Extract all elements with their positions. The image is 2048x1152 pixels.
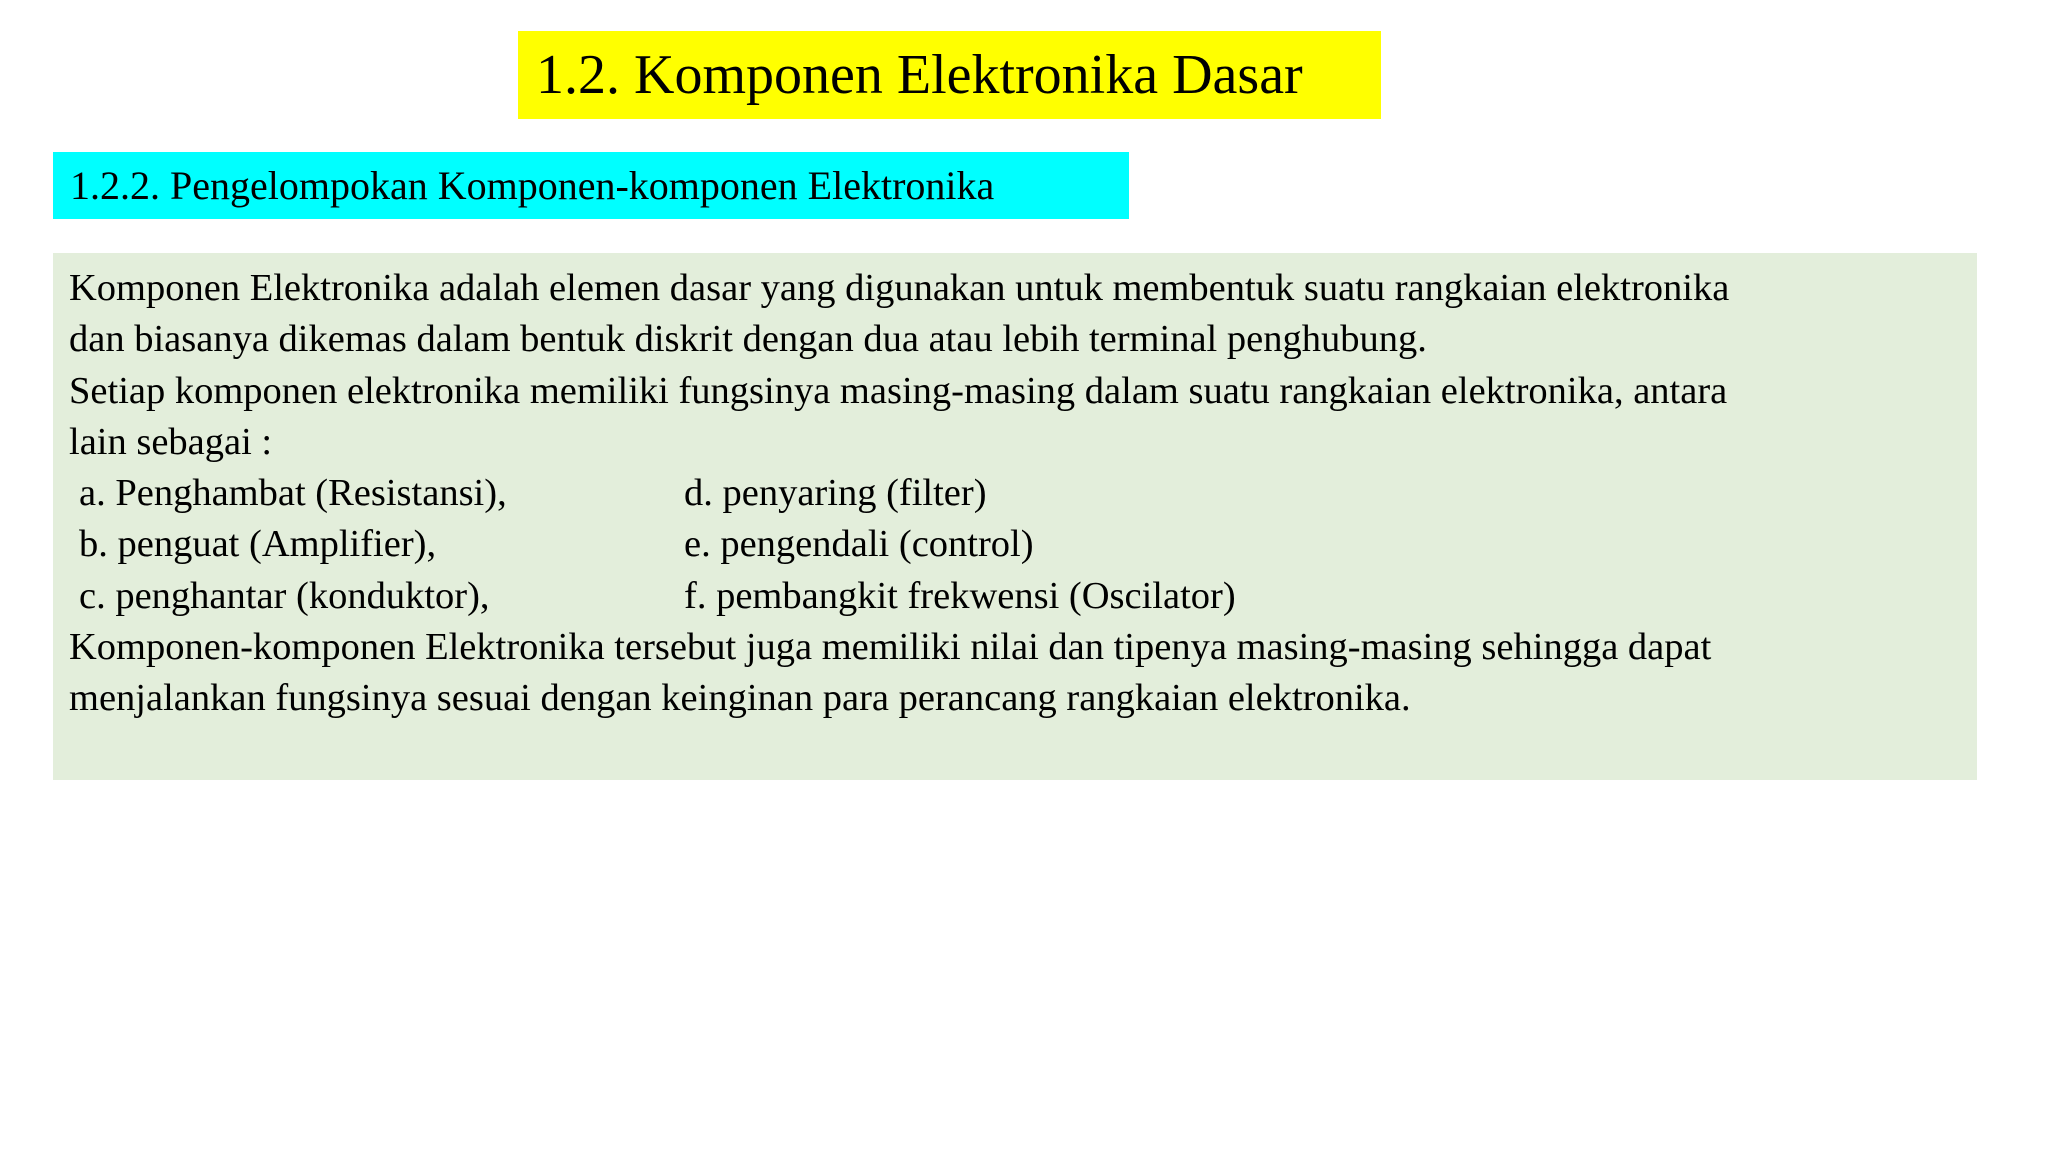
function-item-a: a. Penghambat (Resistansi), — [79, 472, 507, 515]
function-item-f: f. pembangkit frekwensi (Oscilator) — [684, 574, 1236, 617]
paragraph-line: dan biasanya dikemas dalam bentuk diskrit dengan dua atau lebih terminal penghubung. — [69, 318, 1427, 361]
paragraph-line: Komponen Elektronika adalah elemen dasar yang digunakan untuk membentuk suatu rangkaian elektronika — [69, 267, 1730, 309]
content-panel — [53, 253, 1977, 780]
paragraph-line: lain sebagai : — [69, 420, 273, 463]
paragraph-line: Setiap komponen elektronika memiliki fungsinya masing-masing dalam suatu rangkaian elektronika, antara — [69, 369, 1728, 412]
function-item-c: c. penghantar (konduktor), — [79, 574, 490, 617]
paragraph-line: Komponen-komponen Elektronika tersebut juga memiliki nilai dan tipenya masing-masing sehingga dapat — [69, 626, 1712, 669]
function-list-row — [69, 519, 1961, 570]
function-item-d: d. penyaring (filter) — [684, 472, 987, 515]
function-item-e: e. pengendali (control) — [684, 523, 1034, 566]
function-item-b: b. penguat (Amplifier), — [79, 523, 437, 566]
function-list-row — [69, 571, 1961, 622]
slide-title-banner — [518, 31, 1381, 119]
function-list-row — [69, 468, 1961, 519]
paragraph-line: menjalankan fungsinya sesuai dengan keinginan para perancang rangkaian elektronika. — [69, 677, 1411, 720]
section-heading: 1.2.2. Pengelompokan Komponen-komponen Elektronika — [70, 162, 995, 208]
section-heading-banner — [53, 152, 1129, 219]
slide-title: 1.2. Komponen Elektronika Dasar — [536, 44, 1303, 106]
